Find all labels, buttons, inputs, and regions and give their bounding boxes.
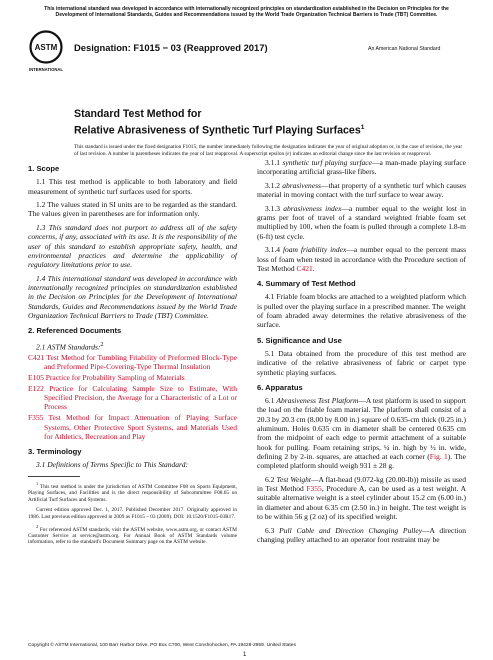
international-standard-notice: This international standard was developed in accordance with internationally recognized principles on standardization established in the Decision on Principles for the Development of International Standards, Guides and Recommendations issued by the World Trade Organization Technical Barriers to Trade (TBT) Committee. bbox=[44, 6, 449, 19]
left-column bbox=[28, 158, 237, 474]
footnote-2-marker-bottom: 2 bbox=[36, 523, 39, 529]
reference-title[interactable]: Practice for Probability Sampling of Materials bbox=[45, 373, 185, 383]
svg-text:ASTM: ASTM bbox=[34, 43, 58, 52]
title-line-1: Standard Test Method for bbox=[74, 108, 202, 120]
summary-heading: 4. Summary of Test Method bbox=[257, 279, 356, 289]
defined-term: abrasiveness bbox=[282, 180, 321, 190]
apparatus-6-3 bbox=[257, 526, 466, 545]
astm-standards-label: 2.1 ASTM Standards: bbox=[36, 342, 101, 352]
apparatus-6-1 bbox=[257, 396, 466, 470]
footnotes bbox=[28, 476, 237, 549]
title-line-2-text: Relative Abrasiveness of Synthetic Turf Playing Surfaces bbox=[74, 124, 361, 137]
apparatus-text: , Procedure A, can be used as a test weight. A suitable alternative weight is a steel cylinder about 15.2 cm (6.00 in.) in diameter and about 6.35 cm (2.50 in.) in height. The test weight is to be within 56 g (2 oz) of its specified weight. bbox=[257, 484, 467, 521]
designation-intro-note: This standard is issued under the fixed designation F1015; the number immediately following the designation indicates the year of original adoption or, in the case of revision, the year of last revision. A number in parentheses indicates the year of last reapproval. A superscript epsilon (ε) indicates an editorial change since the last revision or reapproval. bbox=[74, 144, 463, 157]
page-number: 1 bbox=[243, 652, 247, 658]
copyright-notice: Copyright © ASTM International, 100 Barr Harbor Drive, PO Box C700, West Conshohocken, PA 19428-2959. United States bbox=[28, 643, 296, 648]
apparatus-term: Abrasiveness Test Platform bbox=[276, 396, 359, 406]
footnote-1-text: This test method is under the jurisdiction of ASTM Committee F08 on Sports Equipment, Playing Surfaces, and Facilities and is the direct responsibility of Subcommittee F08.65 on Artificial Turf Surfaces and Systems. bbox=[28, 483, 237, 503]
footnote-1-edition: Current edition approved Dec. 1, 2017. Published December 2017. Originally approved in 1986. Last previous edition approved in 2009 as F1015 – 03 (2009). DOI: 10.1520/F1015-03R17. bbox=[28, 506, 237, 520]
apparatus-text: —A test platform is used to support the load on the friable foam material. The platform shall consist of a 20.3 by 20.3 cm (8.00 by 8.00 in.) square of 0.635-cm thick (0.25 in.) aluminum. Holes 0.635 cm in diameter shall be centered 0.635 cm from the midpoint of each edge to permit attachment of a suitable hook for pulling. Foam retaining strips, ¼ in. high by ½ in. wide, defining 2 by 2-in. squares, are attached at each corner ( bbox=[257, 396, 467, 461]
apparatus-term: Test Weight bbox=[276, 474, 311, 484]
definition: —that property of a synthetic turf which causes material in moving contact with the turf surface to wear away. bbox=[257, 180, 466, 200]
scope-1-4: 1.4 This international standard was developed in accordance with internationally recognized principles on standardization established in the Decision on Principles for the Development of International Standards, Guides and Recommendations issued by the World Trade Organization Technical Barriers to Trade (TBT) Committee. bbox=[28, 273, 237, 321]
reference-link-f355[interactable]: F355 bbox=[306, 484, 322, 494]
terminology-3-1-1 bbox=[257, 158, 466, 177]
reference-title[interactable]: Test Method for Tumbling Friability of Preformed Block-Type and Preformed Pipe-Covering-Type Thermal Insulation bbox=[44, 352, 237, 372]
footnote-1-marker: 1 bbox=[36, 481, 39, 486]
significance-heading: 5. Significance and Use bbox=[257, 335, 342, 345]
significance-5-1: 5.1 Data obtained from the procedure of this test method are indicative of the relative abrasiveness of fabric or carpet type synthetic playing surfaces. bbox=[257, 348, 466, 377]
terminology-heading: 3. Terminology bbox=[28, 447, 82, 457]
clause-number: 3.1.2 bbox=[265, 180, 280, 190]
apparatus-text: —A direction changing pulley attached to an operator foot restraint may be bbox=[257, 525, 466, 544]
terminology-3-1-2 bbox=[257, 181, 466, 200]
reference-code[interactable]: E105 bbox=[28, 373, 44, 383]
document-title bbox=[74, 108, 364, 138]
logo-text: INTERNATIONAL bbox=[29, 67, 63, 72]
title-footnote-marker: 1 bbox=[360, 124, 365, 131]
footnote-2-marker: 2 bbox=[100, 340, 104, 348]
defined-term: synthetic turf playing surface bbox=[282, 158, 372, 167]
summary-4-1: 4.1 Friable foam blocks are attached to a weighted platform which is pulled over the playing surface in a prescribed manner. The weight of foam abraded away determines the relative abrasiveness of the surface. bbox=[257, 292, 466, 330]
footnote-divider bbox=[28, 476, 80, 477]
reference-code[interactable]: F355 bbox=[28, 413, 44, 423]
apparatus-term: Pull Cable and Direction Changing Pulley bbox=[279, 525, 423, 535]
right-column bbox=[257, 158, 466, 548]
scope-1-3: 1.3 This standard does not purport to address all of the safety concerns, if any, associated with its use. It is the responsibility of the user of this standard to establish appropriate safety, health, and environmental practices and determine the applicability of regulatory limitations prior to use. bbox=[28, 223, 237, 270]
reference-item-e122[interactable] bbox=[28, 384, 237, 412]
reference-title[interactable]: Test Method for Impact Attenuation of Playing Surface Systems, Other Protective Sport Systems, and Materials Used for Athletics, Recreation and Play bbox=[44, 413, 237, 441]
american-national-standard-label: An American National Standard bbox=[368, 46, 441, 52]
clause-number: 3.1.1 bbox=[265, 158, 280, 167]
apparatus-text: ). The completed platform should weigh 931 ± 28 g. bbox=[257, 451, 466, 471]
clause-number: 3.1.4 bbox=[265, 245, 280, 255]
clause-number: 6.2 bbox=[265, 474, 275, 484]
reference-title[interactable]: Practice for Calculating Sample Size to Estimate, With Specified Precision, the Average for a Characteristic of a Lot or Process bbox=[44, 383, 237, 412]
clause-number: 3.1.3 bbox=[265, 203, 280, 213]
reference-code[interactable]: E122 bbox=[28, 383, 44, 393]
reference-link-c421[interactable]: C421 bbox=[296, 263, 313, 273]
apparatus-heading: 6. Apparatus bbox=[257, 382, 303, 392]
defined-term: foam friability index bbox=[282, 245, 347, 255]
defined-term: abrasiveness index bbox=[283, 203, 342, 213]
figure-link-fig-1[interactable]: Fig. 1 bbox=[429, 451, 448, 461]
astm-logo-icon bbox=[28, 30, 64, 74]
clause-number: 6.1 bbox=[265, 396, 275, 406]
apparatus-6-2 bbox=[257, 475, 466, 521]
footnote-2-text: For referenced ASTM standards, visit the ASTM website, www.astm.org, or contact ASTM Customer Service at service@astm.org. For Annual Book of ASTM Standards volume information, refer to the standard's Document Summary page on the ASTM website. bbox=[28, 526, 238, 546]
footnote-2 bbox=[28, 524, 237, 547]
scope-1-1: 1.1 This test method is applicable to both laboratory and field measurement of synthetic turf surfaces used for sports. bbox=[28, 177, 237, 196]
footnote-1 bbox=[28, 481, 237, 504]
astm-standards-subheading bbox=[28, 340, 237, 352]
reference-code[interactable]: C421 bbox=[28, 352, 45, 362]
reference-item-c421[interactable] bbox=[28, 353, 237, 372]
definition: —a man-made playing surface incorporating artificial grass-like fibers. bbox=[257, 158, 466, 177]
scope-heading: 1. Scope bbox=[28, 164, 60, 173]
terminology-3-1-4 bbox=[257, 245, 466, 273]
reference-item-f355[interactable] bbox=[28, 413, 237, 441]
scope-1-2: 1.2 The values stated in SI units are to be regarded as the standard. The values given in parentheses are for information only. bbox=[28, 200, 237, 219]
referenced-documents-heading: 2. Referenced Documents bbox=[28, 326, 122, 336]
apparatus-text: —A flat-head (9.072-kg (20.00-lb)) missile as used in Test Method bbox=[257, 474, 467, 494]
definition: —a number equal to the weight lost in grams per foot of travel of a standard weighted friable foam set multiplied by 100, when the foam is pulled through a complete 1.8-m (6-ft) test cycle. bbox=[257, 203, 466, 241]
terminology-3-1-3 bbox=[257, 204, 466, 241]
reference-item-e105[interactable] bbox=[28, 373, 237, 382]
designation: Designation: F1015 − 03 (Reapproved 2017) bbox=[74, 42, 268, 53]
punctuation: . bbox=[312, 263, 315, 273]
definition: —a number equal to the percent mass loss of foam when tested in accordance with the Procedure section of Test Method bbox=[257, 245, 467, 273]
title-line-2 bbox=[74, 121, 364, 138]
terminology-3-1: 3.1 Definitions of Terms Specific to This Standard: bbox=[36, 460, 188, 470]
clause-number: 6.3 bbox=[265, 525, 275, 535]
